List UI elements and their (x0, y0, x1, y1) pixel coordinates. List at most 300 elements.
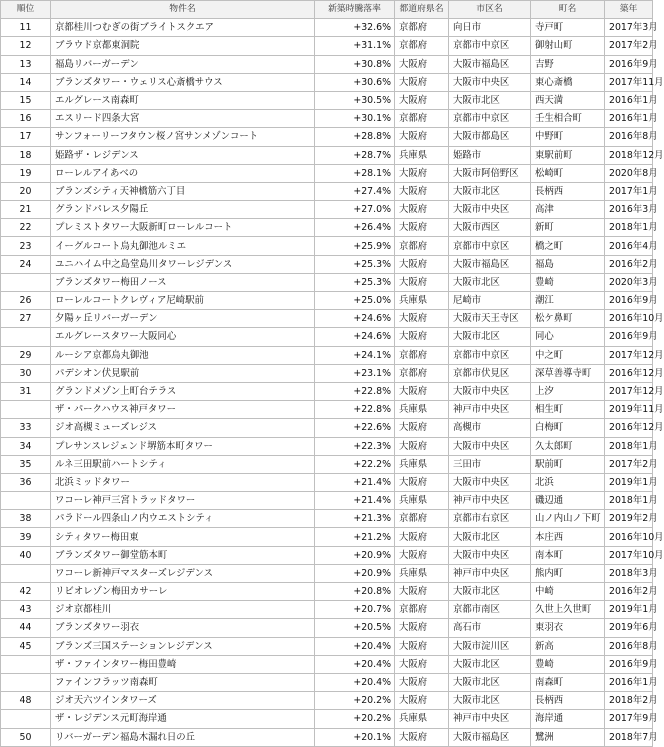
rank-cell: 18 (1, 146, 51, 164)
rank-cell (1, 492, 51, 510)
town-cell: 御射山町 (531, 37, 605, 55)
prefecture-cell: 大阪府 (395, 255, 449, 273)
property-name-cell: ブランズタワー・ウェリス心斎橋サウス (51, 73, 315, 91)
built-year-cell: 2019年1月 (605, 601, 653, 619)
table-row (1, 728, 653, 746)
rank-cell: 45 (1, 637, 51, 655)
change-rate-cell: +27.4% (315, 182, 395, 200)
town-cell: 熊内町 (531, 564, 605, 582)
change-rate-cell: +22.8% (315, 382, 395, 400)
rank-cell (1, 564, 51, 582)
city-cell: 大阪市福島区 (449, 55, 531, 73)
built-year-cell: 2016年9月 (605, 55, 653, 73)
rank-cell: 13 (1, 55, 51, 73)
prefecture-cell: 兵庫県 (395, 455, 449, 473)
change-rate-cell: +25.3% (315, 255, 395, 273)
built-year-cell: 2017年12月 (605, 382, 653, 400)
city-cell: 三田市 (449, 455, 531, 473)
town-cell: 相生町 (531, 401, 605, 419)
rank-cell: 20 (1, 182, 51, 200)
rank-cell: 43 (1, 601, 51, 619)
town-cell: 北浜 (531, 473, 605, 491)
property-name-cell: ブランズシティ天神橋筋六丁目 (51, 182, 315, 200)
property-name-cell: シティタワー梅田東 (51, 528, 315, 546)
town-cell: 潮江 (531, 292, 605, 310)
built-year-cell: 2016年8月 (605, 128, 653, 146)
prefecture-cell: 兵庫県 (395, 401, 449, 419)
town-cell: 東心斎橋 (531, 73, 605, 91)
rank-cell: 35 (1, 455, 51, 473)
change-rate-cell: +24.6% (315, 328, 395, 346)
built-year-cell: 2017年10月 (605, 546, 653, 564)
prefecture-cell: 兵庫県 (395, 292, 449, 310)
built-year-cell: 2020年3月 (605, 273, 653, 291)
rank-cell: 48 (1, 692, 51, 710)
change-rate-cell: +20.4% (315, 673, 395, 691)
table-row (1, 310, 653, 328)
rank-cell: 27 (1, 310, 51, 328)
town-cell: 南本町 (531, 546, 605, 564)
table-row (1, 201, 653, 219)
property-name-cell: ザ・レジデンス元町海岸通 (51, 710, 315, 728)
rank-cell: 16 (1, 110, 51, 128)
property-name-cell: エルグレース南森町 (51, 91, 315, 109)
town-cell: 豊崎 (531, 655, 605, 673)
prefecture-cell: 大阪府 (395, 546, 449, 564)
table-row (1, 473, 653, 491)
town-cell: 海岸通 (531, 710, 605, 728)
property-name-cell: ブラウド京都東洞院 (51, 37, 315, 55)
prefecture-cell: 大阪府 (395, 201, 449, 219)
town-cell: 南森町 (531, 673, 605, 691)
rank-cell: 15 (1, 91, 51, 109)
built-year-cell: 2018年2月 (605, 692, 653, 710)
town-cell: 鷺洲 (531, 728, 605, 746)
city-cell: 大阪市天王寺区 (449, 310, 531, 328)
town-cell: 駅前町 (531, 455, 605, 473)
prefecture-cell: 大阪府 (395, 91, 449, 109)
header-town: 町名 (531, 1, 605, 19)
table-row (1, 673, 653, 691)
change-rate-cell: +28.1% (315, 164, 395, 182)
table-row (1, 110, 653, 128)
table-row (1, 437, 653, 455)
town-cell: 山ノ内山ノ下町 (531, 510, 605, 528)
change-rate-cell: +24.1% (315, 346, 395, 364)
prefecture-cell: 兵庫県 (395, 710, 449, 728)
city-cell: 高槻市 (449, 419, 531, 437)
header-prefecture: 都道府県名 (395, 1, 449, 19)
city-cell: 高石市 (449, 619, 531, 637)
table-row (1, 492, 653, 510)
town-cell: 久世上久世町 (531, 601, 605, 619)
change-rate-cell: +28.7% (315, 146, 395, 164)
built-year-cell: 2016年9月 (605, 328, 653, 346)
property-name-cell: ワコーレ新神戸マスターズレジデンス (51, 564, 315, 582)
built-year-cell: 2016年1月 (605, 91, 653, 109)
table-row (1, 255, 653, 273)
property-name-cell: グランドメゾン上町台テラス (51, 382, 315, 400)
property-name-cell: ルネ三田駅前ハートシティ (51, 455, 315, 473)
built-year-cell: 2016年4月 (605, 237, 653, 255)
city-cell: 京都市南区 (449, 601, 531, 619)
table-row (1, 19, 653, 37)
change-rate-cell: +20.5% (315, 619, 395, 637)
rank-cell: 21 (1, 201, 51, 219)
rank-cell (1, 710, 51, 728)
city-cell: 神戸市中央区 (449, 710, 531, 728)
table-row (1, 364, 653, 382)
prefecture-cell: 大阪府 (395, 528, 449, 546)
town-cell: 上汐 (531, 382, 605, 400)
property-name-cell: ワコーレ神戸三宮トラッドタワー (51, 492, 315, 510)
property-name-cell: ザ・ファインタワー梅田豊崎 (51, 655, 315, 673)
town-cell: 壬生相合町 (531, 110, 605, 128)
change-rate-cell: +24.6% (315, 310, 395, 328)
rank-cell: 31 (1, 382, 51, 400)
rank-cell: 24 (1, 255, 51, 273)
town-cell: 長柄西 (531, 692, 605, 710)
change-rate-cell: +20.7% (315, 601, 395, 619)
change-rate-cell: +26.4% (315, 219, 395, 237)
header-rank: 順位 (1, 1, 51, 19)
rank-cell (1, 655, 51, 673)
change-rate-cell: +22.8% (315, 401, 395, 419)
property-name-cell: ブランズタワー梅田ノース (51, 273, 315, 291)
change-rate-cell: +22.3% (315, 437, 395, 455)
change-rate-cell: +31.1% (315, 37, 395, 55)
town-cell: 新高 (531, 637, 605, 655)
table-row (1, 328, 653, 346)
property-name-cell: ローレルコートクレヴィア尼崎駅前 (51, 292, 315, 310)
city-cell: 大阪市北区 (449, 528, 531, 546)
town-cell: 白梅町 (531, 419, 605, 437)
header-built-year: 築年 (605, 1, 653, 19)
rank-cell: 22 (1, 219, 51, 237)
property-name-cell: パラドール四条山ノ内ウエストシティ (51, 510, 315, 528)
property-name-cell: グランドパレス夕陽丘 (51, 201, 315, 219)
city-cell: 京都市右京区 (449, 510, 531, 528)
property-name-cell: ブランズタワー羽衣 (51, 619, 315, 637)
city-cell: 大阪市中央区 (449, 473, 531, 491)
table-row (1, 455, 653, 473)
built-year-cell: 2016年12月 (605, 364, 653, 382)
table-row (1, 583, 653, 601)
prefecture-cell: 兵庫県 (395, 564, 449, 582)
city-cell: 大阪市中央区 (449, 546, 531, 564)
town-cell: 久太郎町 (531, 437, 605, 455)
property-name-cell: 姫路ザ・レジデンス (51, 146, 315, 164)
table-row (1, 73, 653, 91)
city-cell: 大阪市中央区 (449, 73, 531, 91)
property-name-cell: イーグルコート烏丸御池ルミエ (51, 237, 315, 255)
city-cell: 神戸市中央区 (449, 564, 531, 582)
rank-cell: 34 (1, 437, 51, 455)
change-rate-cell: +21.3% (315, 510, 395, 528)
change-rate-cell: +30.6% (315, 73, 395, 91)
table-row (1, 182, 653, 200)
town-cell: 磯辺通 (531, 492, 605, 510)
change-rate-cell: +20.4% (315, 655, 395, 673)
change-rate-cell: +30.5% (315, 91, 395, 109)
change-rate-cell: +27.0% (315, 201, 395, 219)
city-cell: 大阪市阿倍野区 (449, 164, 531, 182)
city-cell: 神戸市中央区 (449, 401, 531, 419)
change-rate-cell: +22.6% (315, 419, 395, 437)
rank-cell (1, 328, 51, 346)
built-year-cell: 2019年6月 (605, 619, 653, 637)
city-cell: 大阪市中央区 (449, 437, 531, 455)
property-name-cell: エルグレースタワー大阪同心 (51, 328, 315, 346)
table-row (1, 528, 653, 546)
table-row (1, 401, 653, 419)
city-cell: 大阪市都島区 (449, 128, 531, 146)
property-name-cell: ローレルアイあべの (51, 164, 315, 182)
table-row (1, 237, 653, 255)
change-rate-cell: +23.1% (315, 364, 395, 382)
city-cell: 神戸市中央区 (449, 492, 531, 510)
built-year-cell: 2018年3月 (605, 564, 653, 582)
rank-cell: 38 (1, 510, 51, 528)
prefecture-cell: 京都府 (395, 37, 449, 55)
city-cell: 大阪市北区 (449, 328, 531, 346)
rank-cell: 40 (1, 546, 51, 564)
prefecture-cell: 大阪府 (395, 164, 449, 182)
property-name-cell: プレミストタワー大阪新町ローレルコート (51, 219, 315, 237)
town-cell: 中野町 (531, 128, 605, 146)
change-rate-cell: +30.1% (315, 110, 395, 128)
rank-cell: 39 (1, 528, 51, 546)
prefecture-cell: 京都府 (395, 237, 449, 255)
city-cell: 大阪市北区 (449, 91, 531, 109)
city-cell: 大阪市北区 (449, 655, 531, 673)
city-cell: 大阪市福島区 (449, 255, 531, 273)
table-row (1, 37, 653, 55)
prefecture-cell: 京都府 (395, 364, 449, 382)
city-cell: 大阪市北区 (449, 673, 531, 691)
prefecture-cell: 大阪府 (395, 419, 449, 437)
city-cell: 大阪市福島区 (449, 728, 531, 746)
built-year-cell: 2019年2月 (605, 510, 653, 528)
prefecture-cell: 大阪府 (395, 55, 449, 73)
change-rate-cell: +32.6% (315, 19, 395, 37)
table-header-row (1, 1, 653, 19)
prefecture-cell: 京都府 (395, 601, 449, 619)
table-row (1, 692, 653, 710)
property-name-cell: ルーシア京都烏丸御池 (51, 346, 315, 364)
city-cell: 姫路市 (449, 146, 531, 164)
town-cell: 寺戸町 (531, 19, 605, 37)
rank-cell (1, 273, 51, 291)
header-property-name: 物件名 (51, 1, 315, 19)
built-year-cell: 2016年1月 (605, 110, 653, 128)
built-year-cell: 2018年1月 (605, 492, 653, 510)
built-year-cell: 2018年7月 (605, 728, 653, 746)
prefecture-cell: 大阪府 (395, 637, 449, 655)
table-row (1, 637, 653, 655)
change-rate-cell: +20.4% (315, 637, 395, 655)
property-name-cell: ジオ高槻ミューズレジス (51, 419, 315, 437)
prefecture-cell: 大阪府 (395, 219, 449, 237)
town-cell: 西天満 (531, 91, 605, 109)
prefecture-cell: 大阪府 (395, 583, 449, 601)
change-rate-cell: +28.8% (315, 128, 395, 146)
built-year-cell: 2017年1月 (605, 182, 653, 200)
change-rate-cell: +20.1% (315, 728, 395, 746)
town-cell: 東羽衣 (531, 619, 605, 637)
city-cell: 大阪市北区 (449, 692, 531, 710)
table-row (1, 146, 653, 164)
city-cell: 尼崎市 (449, 292, 531, 310)
built-year-cell: 2016年9月 (605, 292, 653, 310)
built-year-cell: 2017年2月 (605, 455, 653, 473)
prefecture-cell: 京都府 (395, 19, 449, 37)
change-rate-cell: +21.4% (315, 492, 395, 510)
change-rate-cell: +21.2% (315, 528, 395, 546)
rank-cell: 30 (1, 364, 51, 382)
built-year-cell: 2017年11月 (605, 73, 653, 91)
built-year-cell: 2017年2月 (605, 37, 653, 55)
built-year-cell: 2016年2月 (605, 583, 653, 601)
built-year-cell: 2017年12月 (605, 346, 653, 364)
rank-cell: 44 (1, 619, 51, 637)
change-rate-cell: +25.9% (315, 237, 395, 255)
town-cell: 吉野 (531, 55, 605, 73)
town-cell: 新町 (531, 219, 605, 237)
property-name-cell: ジオ京都桂川 (51, 601, 315, 619)
prefecture-cell: 大阪府 (395, 655, 449, 673)
town-cell: 橋之町 (531, 237, 605, 255)
city-cell: 大阪市中央区 (449, 201, 531, 219)
prefecture-cell: 大阪府 (395, 382, 449, 400)
change-rate-cell: +21.4% (315, 473, 395, 491)
town-cell: 深草善導寺町 (531, 364, 605, 382)
table-row (1, 55, 653, 73)
town-cell: 中崎 (531, 583, 605, 601)
prefecture-cell: 大阪府 (395, 473, 449, 491)
prefecture-cell: 大阪府 (395, 73, 449, 91)
prefecture-cell: 大阪府 (395, 273, 449, 291)
change-rate-cell: +30.8% (315, 55, 395, 73)
built-year-cell: 2017年3月 (605, 19, 653, 37)
city-cell: 大阪市西区 (449, 219, 531, 237)
change-rate-cell: +25.0% (315, 292, 395, 310)
prefecture-cell: 京都府 (395, 346, 449, 364)
prefecture-cell: 大阪府 (395, 182, 449, 200)
prefecture-cell: 大阪府 (395, 310, 449, 328)
table-row (1, 601, 653, 619)
rank-cell: 42 (1, 583, 51, 601)
built-year-cell: 2016年2月 (605, 255, 653, 273)
prefecture-cell: 大阪府 (395, 673, 449, 691)
prefecture-cell: 兵庫県 (395, 146, 449, 164)
city-cell: 向日市 (449, 19, 531, 37)
property-name-cell: プレサンスレジェンド堺筋本町タワー (51, 437, 315, 455)
header-city: 市区名 (449, 1, 531, 19)
built-year-cell: 2019年1月 (605, 473, 653, 491)
table-row (1, 382, 653, 400)
rank-cell: 50 (1, 728, 51, 746)
rank-cell: 11 (1, 19, 51, 37)
rank-cell: 26 (1, 292, 51, 310)
table-row (1, 419, 653, 437)
built-year-cell: 2016年1月 (605, 673, 653, 691)
rank-cell: 36 (1, 473, 51, 491)
city-cell: 大阪市北区 (449, 182, 531, 200)
property-name-cell: 福島リバーガーデン (51, 55, 315, 73)
rank-cell: 23 (1, 237, 51, 255)
table-row (1, 219, 653, 237)
city-cell: 大阪市北区 (449, 273, 531, 291)
prefecture-cell: 大阪府 (395, 128, 449, 146)
built-year-cell: 2017年9月 (605, 710, 653, 728)
town-cell: 高津 (531, 201, 605, 219)
prefecture-cell: 大阪府 (395, 692, 449, 710)
rank-cell: 29 (1, 346, 51, 364)
rank-cell: 14 (1, 73, 51, 91)
property-name-cell: ユニハイム中之島堂島川タワーレジデンス (51, 255, 315, 273)
town-cell: 同心 (531, 328, 605, 346)
property-name-cell: ファインフラッツ南森町 (51, 673, 315, 691)
change-rate-cell: +20.9% (315, 546, 395, 564)
table-row (1, 292, 653, 310)
city-cell: 京都市中京区 (449, 110, 531, 128)
table-row (1, 91, 653, 109)
town-cell: 本庄西 (531, 528, 605, 546)
rank-cell: 12 (1, 37, 51, 55)
table-row (1, 510, 653, 528)
town-cell: 松ケ鼻町 (531, 310, 605, 328)
change-rate-cell: +20.2% (315, 692, 395, 710)
change-rate-cell: +22.2% (315, 455, 395, 473)
city-cell: 大阪市北区 (449, 583, 531, 601)
rank-cell (1, 673, 51, 691)
property-name-cell: ジオ天六ツインタワーズ (51, 692, 315, 710)
property-name-cell: 夕陽ヶ丘リバーガーデン (51, 310, 315, 328)
built-year-cell: 2019年11月 (605, 401, 653, 419)
table-row (1, 273, 653, 291)
city-cell: 京都市中京区 (449, 237, 531, 255)
rank-cell: 17 (1, 128, 51, 146)
rank-cell: 33 (1, 419, 51, 437)
built-year-cell: 2016年9月 (605, 655, 653, 673)
table-row (1, 546, 653, 564)
city-cell: 大阪市淀川区 (449, 637, 531, 655)
prefecture-cell: 大阪府 (395, 728, 449, 746)
property-name-cell: リバーガーデン福島木漏れ日の丘 (51, 728, 315, 746)
change-rate-cell: +25.3% (315, 273, 395, 291)
property-name-cell: エスリード四条大宮 (51, 110, 315, 128)
built-year-cell: 2018年12月 (605, 146, 653, 164)
table-row (1, 655, 653, 673)
prefecture-cell: 大阪府 (395, 328, 449, 346)
town-cell: 東駅前町 (531, 146, 605, 164)
town-cell: 中之町 (531, 346, 605, 364)
city-cell: 京都市伏見区 (449, 364, 531, 382)
change-rate-cell: +20.8% (315, 583, 395, 601)
built-year-cell: 2016年10月 (605, 310, 653, 328)
built-year-cell: 2016年10月 (605, 528, 653, 546)
town-cell: 豊崎 (531, 273, 605, 291)
change-rate-cell: +20.2% (315, 710, 395, 728)
town-cell: 松崎町 (531, 164, 605, 182)
property-name-cell: パデシオン伏見駅前 (51, 364, 315, 382)
table-row (1, 164, 653, 182)
city-cell: 大阪市中央区 (449, 382, 531, 400)
property-name-cell: ブランズタワー御堂筋本町 (51, 546, 315, 564)
table-row (1, 346, 653, 364)
property-name-cell: ザ・パークハウス神戸タワー (51, 401, 315, 419)
